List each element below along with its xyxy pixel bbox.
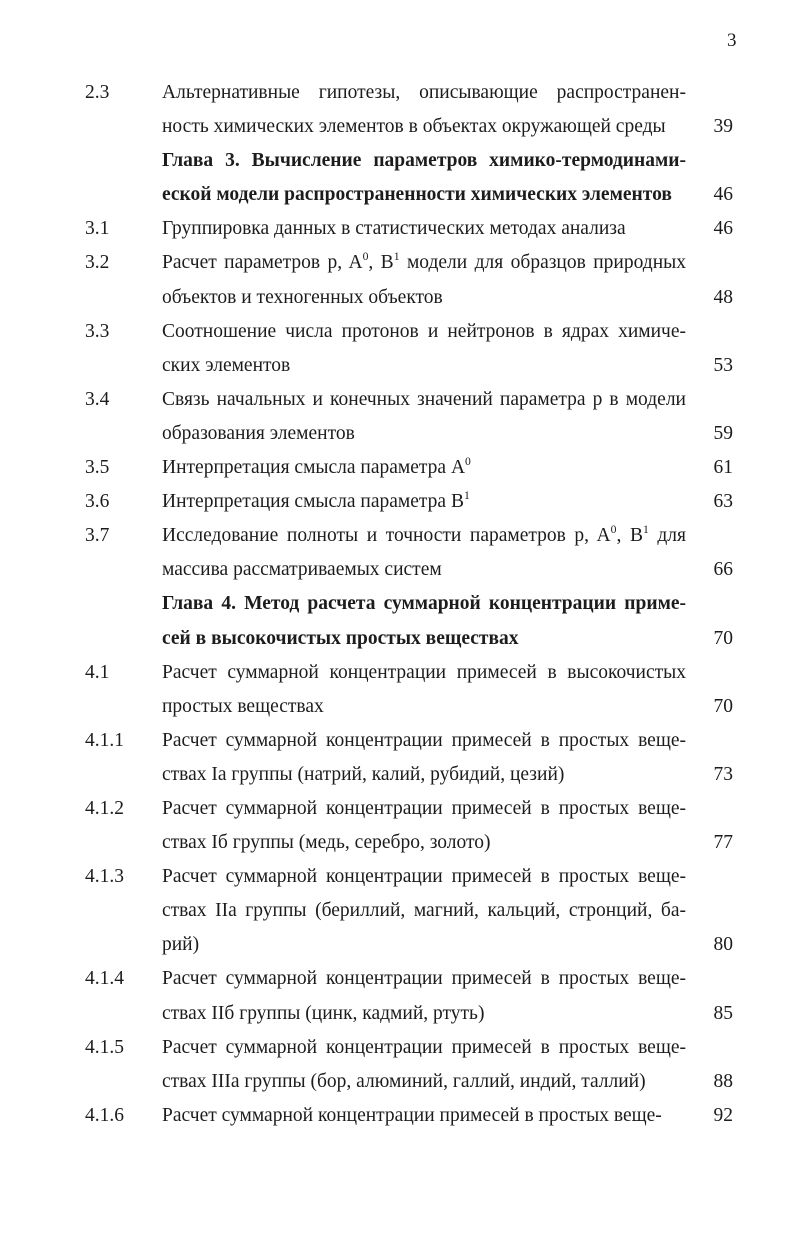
page-ref: 39 — [713, 116, 733, 138]
section-number: 4.1.3 — [85, 866, 124, 888]
section-number: 4.1.6 — [85, 1104, 124, 1126]
toc-entry — [0, 1031, 793, 1065]
toc-entry-continuation — [0, 758, 793, 792]
section-number: 2.3 — [85, 82, 110, 103]
section-title: ствах IIIа группы (бор, алюминий, галлий, индий, таллий) — [162, 1070, 646, 1092]
chapter-title: сей в высокочистых простых веществах — [162, 627, 519, 649]
page-ref: 66 — [713, 559, 733, 581]
section-title: Расчет суммарной концентрации примесей в простых веще- — [162, 1036, 686, 1058]
page-ref: 70 — [713, 627, 733, 649]
chapter-title: Глава 3. Вычисление параметров химико-термодинами- — [162, 150, 686, 172]
toc-entry — [0, 587, 793, 621]
toc-entry-continuation — [0, 110, 793, 144]
section-title: Интерпретация смысла параметра $B^1$ — [162, 488, 470, 513]
section-title: ских элементов — [162, 354, 291, 376]
section-title: ствах IIа группы (бериллий, магний, кальций, стронций, ба- — [162, 900, 686, 922]
toc-entry — [0, 656, 793, 690]
page-ref: 85 — [713, 1002, 733, 1024]
chapter-title: Глава 4. Метод расчета суммарной концентрации приме- — [162, 593, 686, 615]
toc-entry — [0, 246, 793, 280]
section-number: 4.1.4 — [85, 968, 124, 990]
toc-entry — [0, 792, 793, 826]
section-title: ность химических элементов в объектах окружающей среды — [162, 116, 666, 138]
section-title: Расчет суммарной концентрации примесей в простых веще- — [162, 1104, 662, 1126]
section-number: 3.1 — [85, 218, 110, 240]
section-title: Интерпретация смысла параметра $A^0$ — [162, 454, 471, 479]
section-number: 3.3 — [85, 320, 110, 342]
section-number: 4.1 — [85, 661, 110, 683]
toc-entry-continuation — [0, 349, 793, 383]
toc-entry — [0, 144, 793, 178]
page-ref: 63 — [713, 491, 733, 513]
section-title: Расчет суммарной концентрации примесей в простых веще- — [162, 968, 686, 990]
page-ref: 70 — [713, 695, 733, 717]
toc-entry-continuation — [0, 417, 793, 451]
toc-entry-continuation — [0, 690, 793, 724]
toc-entry — [0, 383, 793, 417]
toc-entry — [0, 315, 793, 349]
toc-entry — [0, 1099, 793, 1133]
toc-entry — [0, 519, 793, 553]
page-ref: 88 — [713, 1070, 733, 1092]
page-ref: 59 — [713, 422, 733, 444]
section-number: 3.2 — [85, 252, 110, 274]
section-number: 4.1.2 — [85, 797, 124, 819]
section-title: Связь начальных и конечных значений параметра p в модели — [162, 388, 686, 410]
section-number: 3.7 — [85, 525, 110, 547]
section-title: Соотношение числа протонов и нейтронов в ядрах химиче- — [162, 320, 686, 342]
page-ref: 80 — [713, 934, 733, 956]
section-title: массива рассматриваемых систем — [162, 559, 442, 581]
page-ref: 46 — [713, 184, 733, 206]
toc-entry — [0, 212, 793, 246]
toc-entry-continuation — [0, 894, 793, 928]
section-title: Расчет суммарной концентрации примесей в высокочистых — [162, 661, 686, 683]
section-title: образования элементов — [162, 422, 355, 444]
section-number: 3.4 — [85, 388, 110, 410]
toc-entry-continuation — [0, 826, 793, 860]
section-title: Исследование полноты и точности параметров p, $A^0$, $B^1$ для — [162, 523, 686, 547]
section-title: рий) — [162, 934, 200, 956]
toc-entry-continuation — [0, 178, 793, 212]
toc-entry — [0, 485, 793, 519]
toc-entry-continuation — [0, 928, 793, 962]
toc-entry-continuation — [0, 553, 793, 587]
toc-entry — [0, 451, 793, 485]
toc-entry-continuation — [0, 997, 793, 1031]
section-number: 4.1.5 — [85, 1036, 124, 1058]
section-number: 3.5 — [85, 457, 110, 479]
toc-entry — [0, 76, 793, 110]
chapter-title: еской модели распространенности химических элементов — [162, 184, 672, 206]
toc-entry-continuation — [0, 622, 793, 656]
section-title: объектов и техногенных объектов — [162, 286, 443, 308]
page-ref: 48 — [713, 286, 733, 308]
section-title: Расчет суммарной концентрации примесей в простых веще- — [162, 729, 686, 751]
table-of-contents — [0, 76, 793, 1133]
toc-entry — [0, 724, 793, 758]
page-ref: 73 — [713, 763, 733, 785]
page-ref: 61 — [713, 457, 733, 479]
page-ref: 53 — [713, 354, 733, 376]
toc-entry-continuation — [0, 1065, 793, 1099]
section-title: ствах IIб группы (цинк, кадмий, ртуть) — [162, 1002, 485, 1024]
section-number: 3.6 — [85, 491, 110, 513]
section-title: ствах Iа группы (натрий, калий, рубидий, цезий) — [162, 763, 565, 785]
section-title: ствах Iб группы (медь, серебро, золото) — [162, 832, 491, 854]
section-title: Расчет суммарной концентрации примесей в простых веще- — [162, 797, 686, 819]
section-title: Альтернативные гипотезы, описывающие распространен- — [162, 82, 686, 103]
section-title: Группировка данных в статистических методах анализа — [162, 218, 626, 240]
toc-entry — [0, 860, 793, 894]
page-ref: 77 — [713, 832, 733, 854]
toc-entry-continuation — [0, 281, 793, 315]
toc-entry — [0, 962, 793, 996]
section-title: простых веществах — [162, 695, 324, 717]
page-ref: 92 — [713, 1104, 733, 1126]
page-number: 3 — [727, 30, 737, 51]
section-title: Расчет параметров p, $A^0$, $B^1$ модели для образцов природных — [162, 250, 686, 274]
page-ref: 46 — [713, 218, 733, 240]
section-number: 4.1.1 — [85, 729, 124, 751]
section-title: Расчет суммарной концентрации примесей в простых веще- — [162, 866, 686, 888]
